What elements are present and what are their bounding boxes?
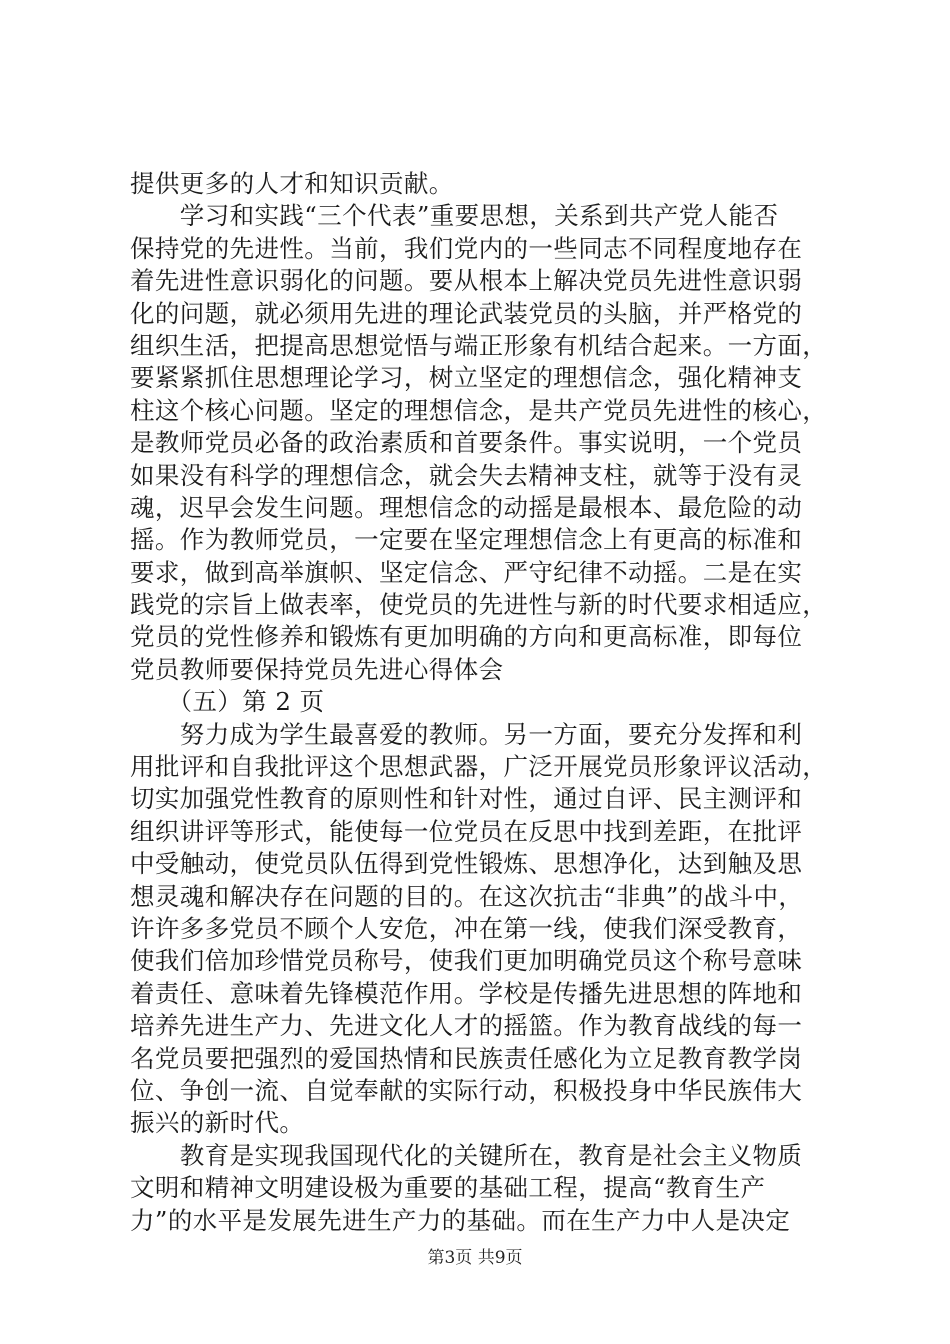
text-line: 组织生活，把提高思想觉悟与端正形象有机结合起来。一方面， <box>130 330 828 360</box>
text-line: 组织讲评等形式，能使每一位党员在反思中找到差距，在批评 <box>130 816 803 846</box>
text-line: 魂，迟早会发生问题。理想信念的动摇是最根本、最危险的动 <box>130 492 803 522</box>
text-line: 践党的宗旨上做表率，使党员的先进性与新的时代要求相适应， <box>130 590 828 620</box>
text-line: 要求，做到高举旗帜、坚定信念、严守纪律不动摇。二是在实 <box>130 557 803 587</box>
text-line: 提供更多的人才和知识贡献。 <box>130 169 454 198</box>
text-line: 是教师党员必备的政治素质和首要条件。事实说明，一个党员 <box>130 428 803 458</box>
body-text <box>130 168 830 1237</box>
text-line: 培养先进生产力、先进文化人才的摇篮。作为教育战线的每一 <box>130 1011 803 1041</box>
text-line: 保持党的先进性。当前，我们党内的一些同志不同程度地存在 <box>130 233 803 263</box>
text-line: 用批评和自我批评这个思想武器，广泛开展党员形象评议活动， <box>130 752 828 782</box>
text-line: 党员的党性修养和锻炼有更加明确的方向和更高标准，即每位 <box>130 622 803 652</box>
text-line: 学习和实践“三个代表”重要思想，关系到共产党人能否 <box>130 201 779 231</box>
text-line: 努力成为学生最喜爱的教师。另一方面，要充分发挥和利 <box>130 719 803 749</box>
text-line: 化的问题，就必须用先进的理论武装党员的头脑，并严格党的 <box>130 298 803 328</box>
text-line: 教育是实现我国现代化的关键所在，教育是社会主义物质 <box>130 1140 803 1170</box>
text-line: 许许多多党员不顾个人安危，冲在第一线，使我们深受教育， <box>130 913 803 943</box>
text-line: 使我们倍加珍惜党员称号，使我们更加明确党员这个称号意味 <box>130 946 803 976</box>
text-line: 力”的水平是发展先进生产力的基础。而在生产力中人是决定 <box>130 1205 791 1235</box>
page-footer: 第3页 共9页 <box>427 1248 523 1268</box>
text-line: 要紧紧抓住思想理论学习，树立坚定的理想信念，强化精神支 <box>130 363 803 393</box>
text-line: 柱这个核心问题。坚定的理想信念，是共产党员先进性的核心， <box>130 395 828 425</box>
text-line: 位、争创一流、自觉奉献的实际行动，积极投身中华民族伟大 <box>130 1075 803 1105</box>
text-line: 中受触动，使党员队伍得到党性锻炼、思想净化，达到触及思 <box>130 849 803 879</box>
text-line: （五）第 2 页 <box>130 687 325 717</box>
text-line: 着先进性意识弱化的问题。要从根本上解决党员先进性意识弱 <box>130 266 803 296</box>
text-line: 想灵魂和解决存在问题的目的。在这次抗击“非典”的战斗中， <box>130 881 804 911</box>
text-line: 文明和精神文明建设极为重要的基础工程，提高“教育生产 <box>130 1173 766 1203</box>
text-line: 振兴的新时代。 <box>130 1108 305 1138</box>
text-line: 如果没有科学的理想信念，就会失去精神支柱，就等于没有灵 <box>130 460 803 490</box>
text-line: 党员教师要保持党员先进心得体会 <box>130 654 504 684</box>
text-line: 摇。作为教师党员，一定要在坚定理想信念上有更高的标准和 <box>130 525 803 555</box>
text-line: 名党员要把强烈的爱国热情和民族责任感化为立足教育教学岗 <box>130 1043 803 1073</box>
text-line: 切实加强党性教育的原则性和针对性，通过自评、民主测评和 <box>130 784 803 814</box>
text-line: 着责任、意味着先锋模范作用。学校是传播先进思想的阵地和 <box>130 978 803 1008</box>
